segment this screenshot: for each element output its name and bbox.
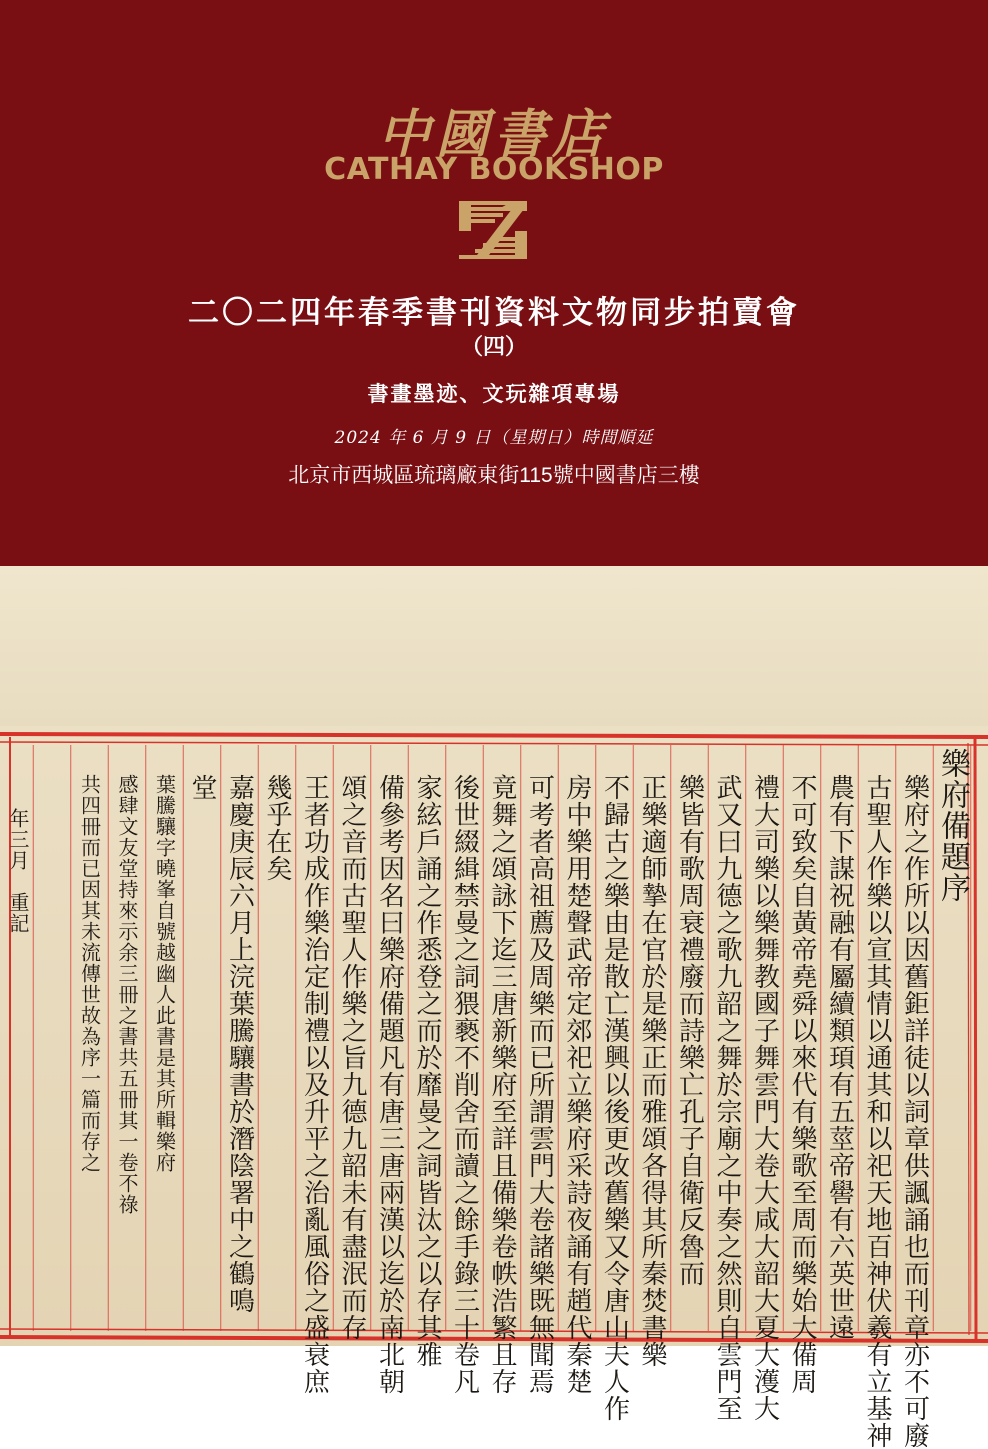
manuscript-column: 樂府備題序 [935, 748, 970, 903]
manuscript-column: 可考者高祖薦及周樂而已所謂雲門大卷諸樂既無聞焉 [524, 774, 555, 1395]
bookshop-emblem-icon [455, 197, 531, 263]
manuscript-column: 武又曰九德之歌九韶之舞於宗廟之中奏之然則自雲門至 [712, 774, 742, 1422]
manuscript-column: 幾乎在矣 [262, 774, 292, 882]
manuscript-column: 禮大司樂以樂舞教國子舞雲門大卷大咸大韶大夏大濩大 [749, 774, 780, 1422]
manuscript-column: 樂府之作所以因舊鉅詳徒以詞章供諷誦也而刊章亦不可廢 [899, 774, 930, 1449]
auction-subtitle: （四） [460, 335, 527, 360]
manuscript-column: 共四冊而已因其未流傳世故為序一篇而存之 [77, 774, 102, 1173]
manuscript-column: 堂 [187, 774, 217, 801]
manuscript-column: 嘉慶庚辰六月上浣葉騰驤書於潛陰署中之鶴鳴 [224, 774, 255, 1314]
manuscript-column: 後世綴緝禁曼之詞猥褻不削舍而讀之餘手錄三十卷凡 [449, 774, 480, 1395]
paper-top [0, 566, 988, 726]
manuscript-column: 備參考因名曰樂府備題凡有唐三唐兩漢以迄於南北朝 [374, 774, 405, 1395]
manuscript-column: 古聖人作樂以宣其情以通其和以祀天地百神伏羲有立基神 [862, 774, 892, 1449]
auction-address: 北京市西城區琉璃廠東街115號中國書店三樓 [288, 464, 700, 487]
manuscript-column: 年三月 重記 [6, 808, 30, 934]
manuscript-image [0, 566, 988, 1449]
manuscript-column: 王者功成作樂治定制禮以及升平之治亂風俗之盛衰庶 [299, 774, 330, 1395]
manuscript-column: 不歸古之樂由是散亡漢興以後更改舊樂又令唐山夫人作 [599, 774, 630, 1422]
manuscript-column: 房中樂用楚聲武帝定郊祀立樂府采詩夜誦有趙代秦楚 [562, 774, 592, 1395]
manuscript-column: 家絃戶誦之作悉登之而於靡曼之詞皆汰之以存其雅 [412, 774, 442, 1368]
manuscript-column: 不可致矣自黃帝堯舜以來代有樂歌至周而樂始大備周 [787, 774, 817, 1395]
auction-date: 2024 年 6 月 9 日（星期日）時間順延 [334, 428, 654, 448]
manuscript-column: 農有下謀祝融有屬續類頊有五莖帝嚳有六英世遠 [824, 774, 855, 1341]
manuscript-column: 正樂適師摯在官於是樂正而雅頌各得其所秦焚書樂 [637, 774, 667, 1368]
auction-title: 二〇二四年春季書刊資料文物同步拍賣會 [188, 295, 800, 331]
header-banner [0, 0, 988, 566]
manuscript-column: 頌之音而古聖人作樂之旨九德九韶未有盡泯而存 [337, 774, 367, 1341]
manuscript-column: 葉騰驤字曉峯自號越幽人此書是其所輯樂府 [152, 774, 177, 1173]
session-name: 書畫墨迹、文玩雜項專場 [367, 382, 621, 406]
brand-logo-chinese: 中國書店 [377, 104, 610, 165]
brand-logo-english: CATHAY BOOKSHOP [324, 152, 664, 187]
manuscript-column: 感肆文友堂持來示余三冊之書共五冊其一卷不祿 [115, 774, 139, 1215]
manuscript-column: 樂皆有歌周衰禮廢而詩樂亡孔子自衛反魯而 [674, 774, 705, 1287]
manuscript-column: 竟舞之頌詠下迄三唐新樂府至詳且備樂卷帙浩繁且存 [487, 774, 517, 1395]
